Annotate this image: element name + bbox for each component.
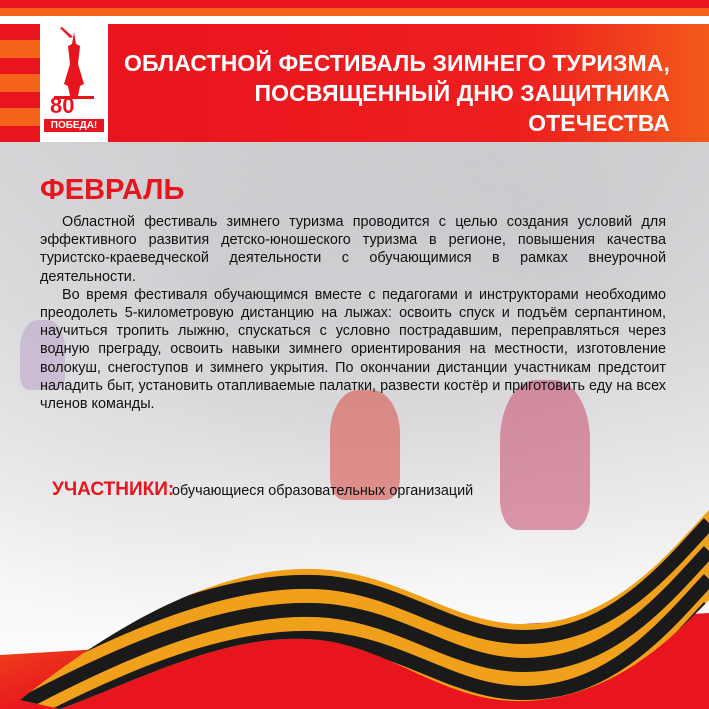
month-heading: ФЕВРАЛЬ: [40, 174, 185, 206]
title-line-1: ОБЛАСТНОЙ ФЕСТИВАЛЬ ЗИМНЕГО ТУРИЗМА,: [124, 50, 670, 76]
logo-number: 80: [50, 93, 75, 118]
participants-value: обучающиеся образовательных организаций: [172, 483, 474, 499]
participants-label: УЧАСТНИКИ:: [52, 479, 175, 500]
title-line-2: ПОСВЯЩЕННЫЙ ДНЮ ЗАЩИТНИКА ОТЕЧЕСТВА: [254, 80, 670, 136]
logo-caption: ПОБЕДА!: [44, 119, 104, 132]
paragraph-1: Областной фестиваль зимнего туризма проводится с целью создания условий для эффективного развития детско-юношеского туризма в регионе, повышения качества туристско-краеведческой деятельности с обучающимися в рамках внеурочной деятельности.: [40, 214, 666, 285]
paragraph-2: Во время фестиваля обучающимся вместе с педагогами и инструкторами необходимо преодолеть 5-километровую дистанцию на лыжах: освоить спуск и подъём серпантином, научиться тропить лыжню, спускаться с условно пострадавшим, переправляться через водную преграду, освоить навыки зимнего ориентирования на местности, изготовление волокуш, снегоступов и зимнего укрытия. По окончании дистанции участникам предстоит наладить быт, установить отапливаемые палатки, развести костёр и приготовить еду на всех членов команды.: [40, 286, 666, 413]
